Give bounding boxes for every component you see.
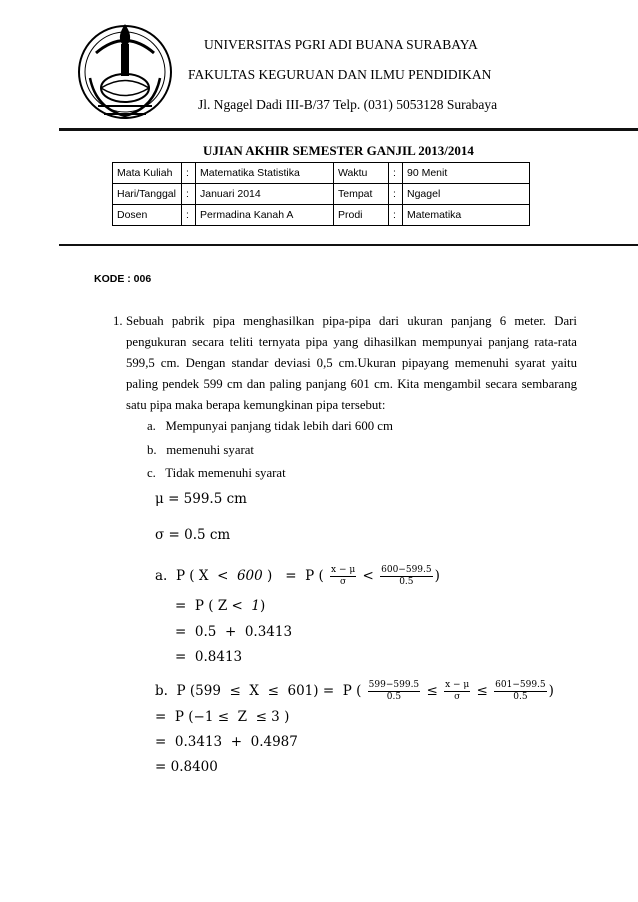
fraction-numerator: 601−599.5 bbox=[495, 680, 546, 690]
info-separator: : bbox=[182, 184, 196, 205]
table-row bbox=[113, 163, 530, 184]
option-text: Tidak memenuhi syarat bbox=[165, 466, 286, 480]
solution-b-line-3: = 0.3413 + 0.4987 bbox=[155, 734, 298, 750]
info-separator: : bbox=[389, 205, 403, 226]
less-equal-sign: ≤ bbox=[426, 683, 438, 699]
solution-b-label: b. bbox=[155, 683, 168, 699]
exam-info-table bbox=[112, 162, 530, 226]
info-label: Hari/Tanggal bbox=[113, 184, 182, 205]
solution-b-lhs: P (599 ≤ X ≤ 601) = P ( bbox=[176, 683, 362, 699]
info-label: Mata Kuliah bbox=[113, 163, 182, 184]
solution-a-l2-value: 1 bbox=[251, 598, 260, 614]
faculty-name: FAKULTAS KEGURUAN DAN ILMU PENDIDIKAN bbox=[188, 67, 492, 82]
fraction-numerator: 600−599.5 bbox=[381, 565, 432, 575]
option-text: Mempunyai panjang tidak lebih dari 600 cm bbox=[165, 419, 393, 433]
question-number: 1. bbox=[113, 314, 123, 328]
solution-a-label: a. bbox=[155, 568, 168, 584]
fraction-denominator: σ bbox=[454, 692, 461, 702]
fraction bbox=[368, 680, 420, 703]
fraction-numerator: 599−599.5 bbox=[368, 680, 420, 690]
fraction bbox=[380, 565, 432, 588]
university-address: Jl. Ngagel Dadi III-B/37 Telp. (031) 5053128 Surabaya bbox=[198, 97, 498, 112]
solution-a-lhs: P ( X < bbox=[175, 568, 237, 584]
solution-b-line-1 bbox=[155, 680, 554, 703]
less-than-sign: < bbox=[362, 568, 374, 584]
solution-a-line-2 bbox=[175, 598, 265, 614]
fraction bbox=[330, 565, 356, 588]
university-logo bbox=[76, 18, 174, 126]
solution-b-line-4: = 0.8400 bbox=[155, 759, 218, 775]
fraction-denominator: σ bbox=[340, 577, 347, 587]
solution-a-line-3: = 0.5 + 0.3413 bbox=[175, 624, 293, 640]
fraction-denominator: 0.5 bbox=[386, 692, 402, 702]
table-row bbox=[113, 184, 530, 205]
std-dev-value: σ = 0.5 cm bbox=[155, 527, 231, 543]
header-divider bbox=[59, 128, 638, 131]
info-separator: : bbox=[389, 163, 403, 184]
solution-a-line-4: = 0.8413 bbox=[175, 649, 243, 665]
exam-title: UJIAN AKHIR SEMESTER GANJIL 2013/2014 bbox=[203, 143, 474, 158]
info-separator: : bbox=[389, 184, 403, 205]
fraction-numerator: x − μ bbox=[331, 565, 356, 575]
info-label: Tempat bbox=[334, 184, 389, 205]
info-separator: : bbox=[182, 205, 196, 226]
table-row bbox=[113, 205, 530, 226]
info-value: Januari 2014 bbox=[196, 184, 334, 205]
exam-code: KODE : 006 bbox=[94, 273, 152, 285]
option-c bbox=[147, 466, 286, 481]
info-value: Matematika bbox=[403, 205, 530, 226]
section-divider bbox=[59, 244, 638, 246]
mean-value: μ = 599.5 cm bbox=[155, 491, 247, 507]
less-equal-sign: ≤ bbox=[476, 683, 488, 699]
question-text: Sebuah pabrik pipa menghasilkan pipa-pipa dari ukuran panjang 6 meter. Dari pengukuran secara teliti ternyata pipa yang dihasilkan mempunyai panjang rata-rata 599,5 cm. Dengan standar deviasi 0,5 cm.Ukuran pipayang memenuhi syarat yaitu paling pendek 599 cm dan paling panjang 601 cm. Kita mengambil secara sembarang satu pipa maka berapa kemungkinan pipa tersebut: bbox=[126, 314, 577, 412]
info-label: Prodi bbox=[334, 205, 389, 226]
option-letter: b. bbox=[147, 443, 157, 457]
option-b bbox=[147, 443, 254, 458]
solution-a-lhs-value: 600 bbox=[236, 568, 263, 584]
close-paren: ) bbox=[434, 568, 440, 584]
info-value: Ngagel bbox=[403, 184, 530, 205]
option-letter: c. bbox=[147, 466, 156, 480]
solution-a-lhs-close: ) bbox=[262, 568, 273, 584]
solution-a-line-1 bbox=[155, 565, 440, 588]
solution-a-l2-text: = P ( Z < bbox=[175, 598, 252, 614]
info-value: 90 Menit bbox=[403, 163, 530, 184]
solution-a-l2-close: ) bbox=[260, 598, 266, 614]
option-letter: a. bbox=[147, 419, 156, 433]
question-1 bbox=[113, 311, 577, 416]
fraction-denominator: 0.5 bbox=[513, 692, 528, 702]
info-value: Permadina Kanah A bbox=[196, 205, 334, 226]
option-text: memenuhi syarat bbox=[166, 443, 254, 457]
info-label: Waktu bbox=[334, 163, 389, 184]
solution-a-eq: = P ( bbox=[285, 568, 324, 584]
university-name: UNIVERSITAS PGRI ADI BUANA SURABAYA bbox=[204, 37, 478, 52]
info-separator: : bbox=[182, 163, 196, 184]
fraction-denominator: 0.5 bbox=[399, 577, 414, 587]
fraction bbox=[494, 680, 546, 703]
close-paren: ) bbox=[548, 683, 554, 699]
fraction-numerator: x − μ bbox=[445, 680, 470, 690]
fraction bbox=[444, 680, 470, 703]
solution-b-line-2: = P (−1 ≤ Z ≤ 3 ) bbox=[155, 709, 290, 725]
info-value: Matematika Statistika bbox=[196, 163, 334, 184]
option-a bbox=[147, 419, 393, 434]
info-label: Dosen bbox=[113, 205, 182, 226]
